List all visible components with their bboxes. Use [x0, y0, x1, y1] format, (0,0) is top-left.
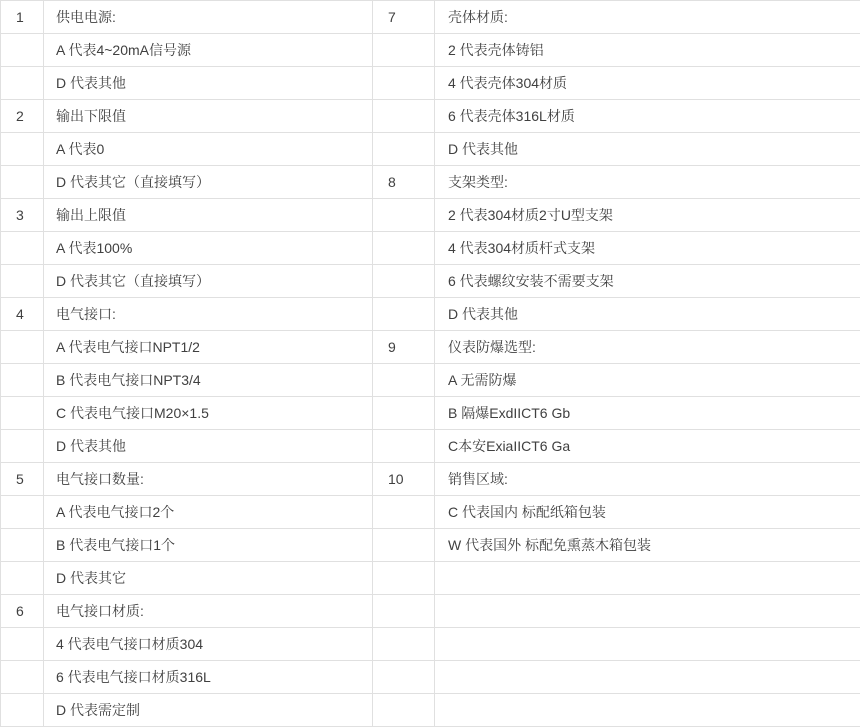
row-number-cell-left: 2: [1, 100, 44, 133]
row-number-cell-left: [1, 232, 44, 265]
spec-text-cell-left: 供电电源:: [44, 1, 373, 34]
spec-text-cell-left: D 代表其它: [44, 562, 373, 595]
spec-text-cell-left: 电气接口:: [44, 298, 373, 331]
spec-text-cell-left: A 代表电气接口2个: [44, 496, 373, 529]
spec-text-cell-right: 销售区域:: [435, 463, 860, 496]
spec-text-cell-right: 4 代表壳体304材质: [435, 67, 860, 100]
spec-text-cell-right: D 代表其他: [435, 298, 860, 331]
row-number-cell-right: [373, 364, 435, 397]
spec-text-cell-left: B 代表电气接口1个: [44, 529, 373, 562]
row-number-cell-left: [1, 661, 44, 694]
row-number-cell-right: 7: [373, 1, 435, 34]
spec-text-cell-left: 电气接口材质:: [44, 595, 373, 628]
row-number-cell-right: [373, 595, 435, 628]
spec-text-cell-right: B 隔爆ExdIICT6 Gb: [435, 397, 860, 430]
spec-text-cell-right: [435, 694, 860, 727]
row-number-cell-left: [1, 34, 44, 67]
spec-text-cell-right: 4 代表304材质杆式支架: [435, 232, 860, 265]
row-number-cell-left: [1, 166, 44, 199]
row-number-cell-left: [1, 562, 44, 595]
row-number-cell-left: [1, 694, 44, 727]
spec-text-cell-left: D 代表其它（直接填写）: [44, 166, 373, 199]
spec-text-cell-right: C 代表国内 标配纸箱包装: [435, 496, 860, 529]
row-number-cell-left: [1, 529, 44, 562]
row-number-cell-left: [1, 430, 44, 463]
spec-text-cell-right: 6 代表螺纹安装不需要支架: [435, 265, 860, 298]
row-number-cell-left: [1, 133, 44, 166]
row-number-cell-left: 1: [1, 1, 44, 34]
row-number-cell-right: [373, 298, 435, 331]
row-number-cell-right: [373, 430, 435, 463]
spec-text-cell-right: 支架类型:: [435, 166, 860, 199]
spec-text-cell-right: [435, 562, 860, 595]
row-number-cell-right: 8: [373, 166, 435, 199]
row-number-cell-left: [1, 265, 44, 298]
row-number-cell-right: [373, 199, 435, 232]
spec-text-cell-right: D 代表其他: [435, 133, 860, 166]
row-number-cell-right: [373, 34, 435, 67]
spec-text-cell-left: D 代表需定制: [44, 694, 373, 727]
row-number-cell-left: [1, 364, 44, 397]
spec-text-cell-left: D 代表其它（直接填写）: [44, 265, 373, 298]
spec-text-cell-left: B 代表电气接口NPT3/4: [44, 364, 373, 397]
row-number-cell-left: 6: [1, 595, 44, 628]
spec-text-cell-left: 6 代表电气接口材质316L: [44, 661, 373, 694]
spec-text-cell-right: [435, 595, 860, 628]
row-number-cell-right: [373, 133, 435, 166]
spec-text-cell-left: 输出下限值: [44, 100, 373, 133]
row-number-cell-right: [373, 496, 435, 529]
spec-text-cell-right: C本安ExiaIICT6 Ga: [435, 430, 860, 463]
spec-text-cell-left: C 代表电气接口M20×1.5: [44, 397, 373, 430]
spec-text-cell-left: A 代表0: [44, 133, 373, 166]
spec-text-cell-left: 输出上限值: [44, 199, 373, 232]
row-number-cell-right: [373, 232, 435, 265]
spec-text-cell-left: A 代表4~20mA信号源: [44, 34, 373, 67]
spec-text-cell-left: 电气接口数量:: [44, 463, 373, 496]
row-number-cell-right: 10: [373, 463, 435, 496]
spec-text-cell-right: 6 代表壳体316L材质: [435, 100, 860, 133]
row-number-cell-right: 9: [373, 331, 435, 364]
row-number-cell-left: 4: [1, 298, 44, 331]
spec-text-cell-right: 仪表防爆选型:: [435, 331, 860, 364]
row-number-cell-left: [1, 67, 44, 100]
row-number-cell-left: [1, 397, 44, 430]
row-number-cell-left: [1, 628, 44, 661]
spec-text-cell-right: W 代表国外 标配免熏蒸木箱包装: [435, 529, 860, 562]
spec-text-cell-left: A 代表电气接口NPT1/2: [44, 331, 373, 364]
spec-text-cell-right: [435, 628, 860, 661]
row-number-cell-right: [373, 397, 435, 430]
row-number-cell-right: [373, 100, 435, 133]
spec-text-cell-left: A 代表100%: [44, 232, 373, 265]
spec-text-cell-left: 4 代表电气接口材质304: [44, 628, 373, 661]
row-number-cell-left: 3: [1, 199, 44, 232]
row-number-cell-right: [373, 529, 435, 562]
row-number-cell-right: [373, 661, 435, 694]
row-number-cell-left: 5: [1, 463, 44, 496]
row-number-cell-right: [373, 265, 435, 298]
row-number-cell-right: [373, 562, 435, 595]
row-number-cell-right: [373, 628, 435, 661]
spec-text-cell-left: D 代表其他: [44, 67, 373, 100]
row-number-cell-right: [373, 67, 435, 100]
row-number-cell-right: [373, 694, 435, 727]
spec-text-cell-right: [435, 661, 860, 694]
spec-text-cell-right: 2 代表304材质2寸U型支架: [435, 199, 860, 232]
row-number-cell-left: [1, 496, 44, 529]
spec-text-cell-left: D 代表其他: [44, 430, 373, 463]
spec-text-cell-right: A 无需防爆: [435, 364, 860, 397]
row-number-cell-left: [1, 331, 44, 364]
spec-text-cell-right: 2 代表壳体铸铝: [435, 34, 860, 67]
spec-text-cell-right: 壳体材质:: [435, 1, 860, 34]
